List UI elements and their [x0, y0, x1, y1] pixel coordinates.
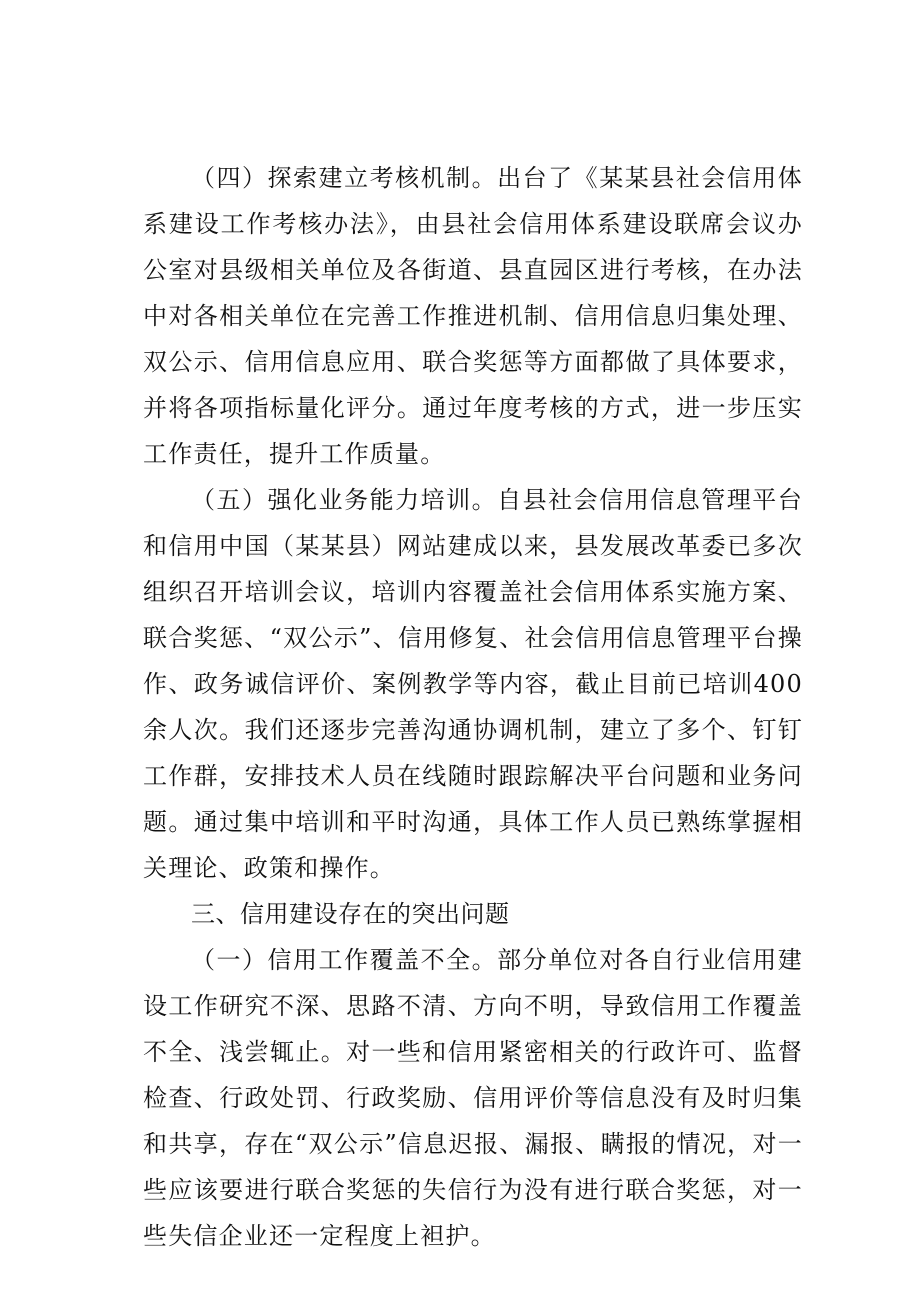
paragraph-assessment-mechanism: （四）探索建立考核机制。出台了《某某县社会信用体系建设工作考核办法》，由县社会信用体系建设联席会议办公室对县级相关单位及各街道、县直园区进行考核，在办法中对各相关单位在完善工作推进机制、信用信息归集处理、双公示、信用信息应用、联合奖惩等方面都做了具体要求，并将各项指标量化评分。通过年度考核的方式，进一步压实工作责任，提升工作质量。	[143, 164, 803, 468]
paragraph-coverage-issue: （一）信用工作覆盖不全。部分单位对各自行业信用建设工作研究不深、思路不清、方向不明，导致信用工作覆盖不全、浅尝辄止。对一些和信用紧密相关的行政许可、监督检查、行政处罚、行政奖励、信用评价等信息没有及时归集和共享，存在“双公示”信息迟报、漏报、瞒报的情况，对一些应该要进行联合奖惩的失信行为没有进行联合奖惩，对一些失信企业还一定程度上袒护。	[143, 946, 803, 1250]
paragraph-training: （五）强化业务能力培训。自县社会信用信息管理平台和信用中国（某某县）网站建成以来，县发展改革委已多次组织召开培训会议，培训内容覆盖社会信用体系实施方案、联合奖惩、“双公示”、信用修复、社会信用信息管理平台操作、政务诚信评价、案例教学等内容，截止目前已培训400余人次。我们还逐步完善沟通协调机制，建立了多个、钉钉工作群，安排技术人员在线随时跟踪解决平台问题和业务问题。通过集中培训和平时沟通，具体工作人员已熟练掌握相关理论、政策和操作。	[143, 486, 803, 882]
section-heading: 三、信用建设存在的突出问题	[191, 900, 510, 928]
document-page	[143, 155, 803, 1259]
